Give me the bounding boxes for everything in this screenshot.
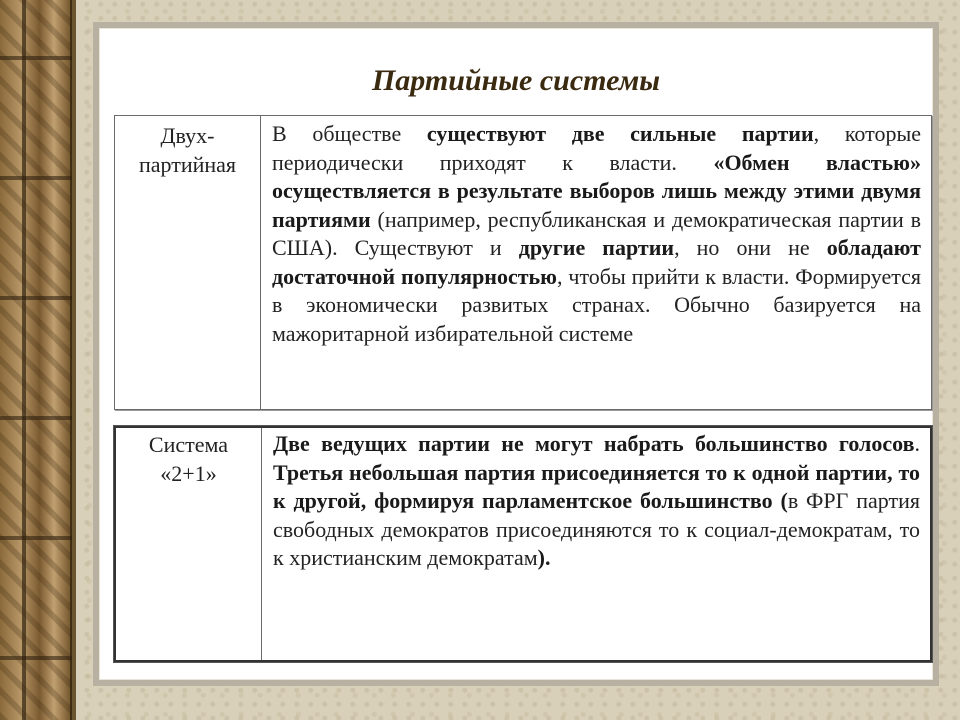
- description-bold-text: ).: [537, 545, 551, 570]
- description-text: В обществе: [272, 121, 427, 146]
- description-text: .: [914, 431, 920, 456]
- slide-title: Партийные системы: [371, 64, 661, 97]
- row-label-line: «2+1»: [160, 460, 217, 486]
- decorative-side-border: [0, 0, 72, 720]
- table-row: [115, 116, 932, 410]
- description-bold-text: «Обмен властью» осуществляется в результате выборов лишь между этими двумя партиями: [272, 149, 921, 232]
- two-plus-one-system-table: [114, 426, 932, 662]
- table-row: [115, 427, 931, 661]
- description-text: , которые периодически приходят к власти.: [272, 121, 922, 175]
- description-bold-text: другие партии: [518, 235, 675, 260]
- row-description-cell: [262, 427, 932, 661]
- description-bold-text: обладают достаточной популярностью: [272, 235, 921, 289]
- row-description-cell: [261, 116, 932, 410]
- description-text: , чтобы прийти к власти. Формируется в экономически развитых странах. Обычно базируется на мажоритарной избирательной системе: [272, 263, 921, 346]
- description-text: (например, республиканская и демократическая партии в США). Существуют и: [272, 206, 921, 260]
- row-label-line: партийная: [138, 151, 237, 177]
- row-label-cell: [115, 116, 261, 410]
- row-label-line: Двух-: [160, 123, 215, 148]
- slide-panel: [93, 22, 939, 686]
- description-bold-text: Третья небольшая партия присоединяется то к одной партии, то к другой, формируя парламентское большинство (: [273, 459, 920, 513]
- row-label-line: Система: [148, 432, 229, 457]
- row-label-cell: [115, 427, 262, 661]
- description-bold-text: существуют две сильные партии: [426, 121, 814, 146]
- description-text: , но они не: [674, 235, 827, 260]
- description-text: в ФРГ партия свободных демократов присоединяются то к социал-демократам, то к христианским демократам: [273, 488, 920, 570]
- side-border-line: [72, 0, 76, 720]
- description-bold-text: Две ведущих партии не могут набрать большинство голосов: [273, 431, 915, 456]
- two-party-system-table: [114, 115, 932, 410]
